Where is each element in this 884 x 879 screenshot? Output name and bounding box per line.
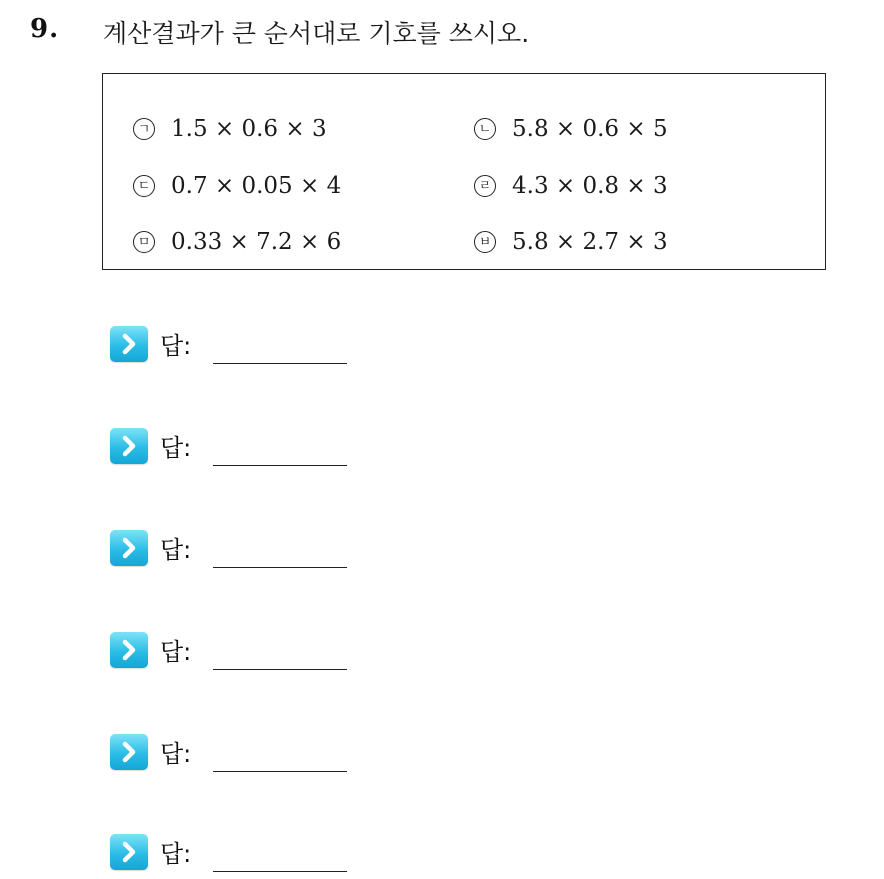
choice-item-3	[133, 171, 341, 201]
chevron-right-icon	[110, 632, 148, 668]
answer-blank[interactable]	[213, 465, 347, 466]
answer-blank[interactable]	[213, 363, 347, 364]
choice-expression: 5.8 × 0.6 × 5	[512, 116, 668, 142]
answer-blank[interactable]	[213, 871, 347, 872]
choice-expression: 1.5 × 0.6 × 3	[171, 116, 327, 142]
chevron-right-icon	[110, 834, 148, 870]
answer-label: 답:	[160, 740, 192, 768]
answer-label: 답:	[160, 434, 192, 462]
choice-expression: 0.7 × 0.05 × 4	[171, 173, 342, 199]
choice-expression: 4.3 × 0.8 × 3	[512, 173, 668, 199]
answer-label: 답:	[160, 536, 192, 564]
choice-marker: ㄹ	[474, 175, 496, 197]
choice-marker: ㅁ	[133, 231, 155, 253]
choice-item-6	[474, 227, 668, 257]
choices-box	[102, 73, 826, 270]
question-number: 9.	[30, 14, 60, 44]
answer-row	[110, 734, 370, 778]
chevron-right-icon	[110, 428, 148, 464]
answer-blank[interactable]	[213, 669, 347, 670]
choice-marker: ㅂ	[474, 231, 496, 253]
answer-row	[110, 428, 370, 472]
chevron-right-icon	[110, 530, 148, 566]
question-text: 계산결과가 큰 순서대로 기호를 쓰시오.	[103, 19, 530, 48]
chevron-right-icon	[110, 326, 148, 362]
answer-label: 답:	[160, 638, 192, 666]
choice-expression: 5.8 × 2.7 × 3	[512, 229, 668, 255]
choice-item-1	[133, 114, 327, 144]
answer-row	[110, 834, 370, 878]
choice-marker: ㄱ	[133, 118, 155, 140]
choice-item-5	[133, 227, 341, 257]
answer-blank[interactable]	[213, 771, 347, 772]
answer-blank[interactable]	[213, 567, 347, 568]
choice-item-4	[474, 171, 668, 201]
answer-row	[110, 326, 370, 370]
choice-marker: ㄴ	[474, 118, 496, 140]
answer-label: 답:	[160, 332, 192, 360]
answer-row	[110, 632, 370, 676]
chevron-right-icon	[110, 734, 148, 770]
choice-item-2	[474, 114, 668, 144]
answer-label: 답:	[160, 840, 192, 868]
choice-expression: 0.33 × 7.2 × 6	[171, 229, 342, 255]
choice-marker: ㄷ	[133, 175, 155, 197]
answer-row	[110, 530, 370, 574]
